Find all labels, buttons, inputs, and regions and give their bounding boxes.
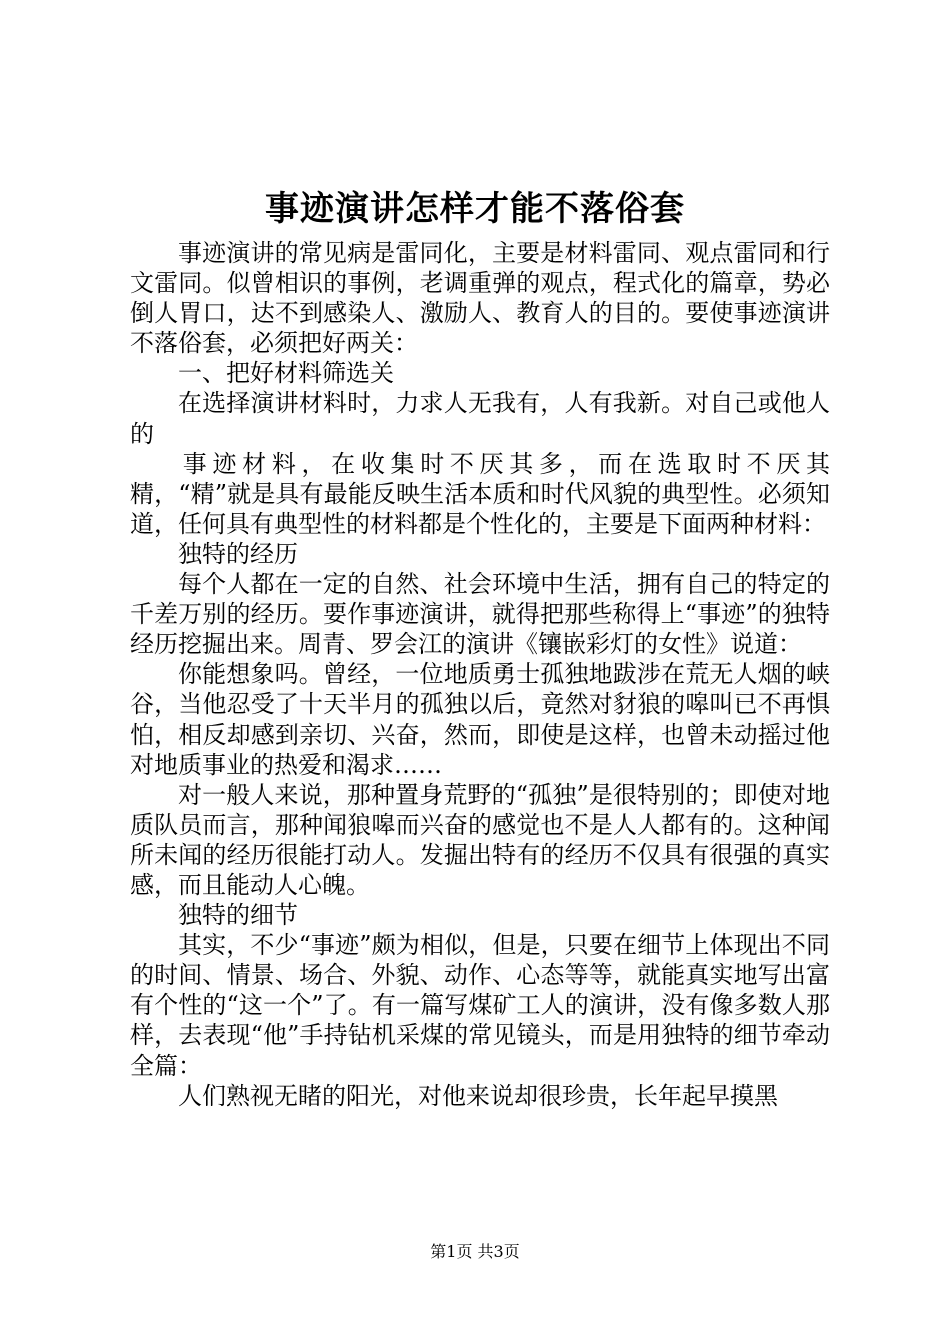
section-heading: 一、把好材料筛选关 (178, 359, 394, 388)
document-title: 事迹演讲怎样才能不落俗套 (265, 189, 685, 229)
subsection-heading: 独特的经历 (178, 539, 298, 568)
paragraph: 对一般人来说，那种置身荒野的“孤独”是很特别的；即使对地质队员而言，那种闻狼嗥而兴奋的感觉也不是人人都有的。这种闻所未闻的经历很能打动人。发掘出特有的经历不仅具有很强的真实感，而且能动人心魄。 (130, 780, 830, 899)
paragraph: 每个人都在一定的自然、社会环境中生活，拥有自己的特定的千差万别的经历。要作事迹演讲，就得把那些称得上“事迹”的独特经历挖掘出来。周青、罗会江的演讲《镶嵌彩灯的女性》说道： (130, 570, 830, 659)
subsection-heading: 独特的细节 (178, 901, 298, 930)
paragraph: 事迹材料，在收集时不厌其多，而在选取时不厌其精，“精”就是具有最能反映生活本质和时代风貌的典型性。必须知道，任何具有典型性的材料都是个性化的，主要是下面两种材料： (130, 449, 830, 538)
paragraph: 其实，不少“事迹”颇为相似，但是，只要在细节上体现出不同的时间、情景、场合、外貌、动作、心态等等，就能真实地写出富有个性的“这一个”了。有一篇写煤矿工人的演讲，没有像多数人那样，去表现“他”手持钻机采煤的常见镜头，而是用独特的细节牵动全篇： (130, 931, 830, 1080)
quote-paragraph: 你能想象吗。曾经，一位地质勇士孤独地跋涉在荒无人烟的峡谷，当他忍受了十天半月的孤独以后，竟然对豺狼的嗥叫已不再惧怕，相反却感到亲切、兴奋，然而，即使是这样，也曾未动摇过他对地质事业的热爱和渴求…… (130, 660, 830, 779)
paragraph: 事迹演讲的常见病是雷同化，主要是材料雷同、观点雷同和行文雷同。似曾相识的事例，老调重弹的观点，程式化的篇章，势必倒人胃口，达不到感染人、激励人、教育人的目的。要使事迹演讲不落俗套，必须把好两关： (130, 239, 830, 358)
document-body (130, 238, 830, 1111)
paragraph: 在选择演讲材料时，力求人无我有，人有我新。对自己或他人的 (130, 389, 830, 448)
paragraph: 人们熟视无睹的阳光，对他来说却很珍贵，长年起早摸黑 (178, 1081, 778, 1110)
page-number-footer: 第1页 共3页 (430, 1242, 520, 1261)
